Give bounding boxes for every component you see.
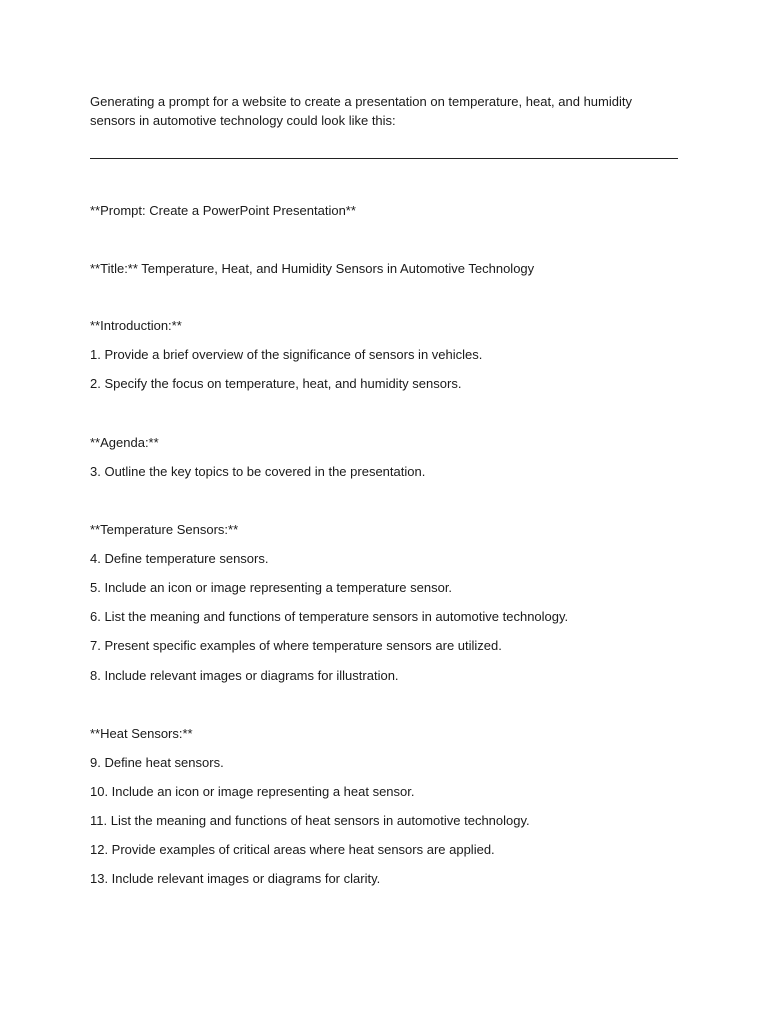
- list-item: 13. Include relevant images or diagrams for clarity.: [90, 871, 381, 886]
- intro-block: [90, 92, 678, 130]
- agenda-heading: **Agenda:**: [90, 435, 159, 450]
- intro-paragraph: Generating a prompt for a website to create a presentation on temperature, heat, and humidity sensors in automotive technology could look like this:: [90, 94, 632, 128]
- prompt-heading: **Prompt: Create a PowerPoint Presentation**: [90, 203, 356, 218]
- list-item: 8. Include relevant images or diagrams for illustration.: [90, 668, 399, 683]
- list-item: 11. List the meaning and functions of heat sensors in automotive technology.: [90, 813, 530, 828]
- list-item: 4. Define temperature sensors.: [90, 551, 269, 566]
- title-line: **Title:** Temperature, Heat, and Humidity Sensors in Automotive Technology: [90, 261, 535, 276]
- list-item: 3. Outline the key topics to be covered in the presentation.: [90, 464, 426, 479]
- list-item: 9. Define heat sensors.: [90, 755, 224, 770]
- list-item: 1. Provide a brief overview of the significance of sensors in vehicles.: [90, 347, 483, 362]
- horizontal-divider: [90, 158, 678, 159]
- list-item: 10. Include an icon or image representing a heat sensor.: [90, 784, 415, 799]
- list-item: 7. Present specific examples of where temperature sensors are utilized.: [90, 638, 502, 653]
- temperature-sensors-heading: **Temperature Sensors:**: [90, 522, 239, 537]
- introduction-heading: **Introduction:**: [90, 318, 182, 333]
- list-item: 12. Provide examples of critical areas where heat sensors are applied.: [90, 842, 495, 857]
- list-item: 5. Include an icon or image representing a temperature sensor.: [90, 580, 453, 595]
- list-item: 6. List the meaning and functions of temperature sensors in automotive technology.: [90, 609, 569, 624]
- heat-sensors-heading: **Heat Sensors:**: [90, 726, 193, 741]
- list-item: 2. Specify the focus on temperature, heat, and humidity sensors.: [90, 376, 462, 391]
